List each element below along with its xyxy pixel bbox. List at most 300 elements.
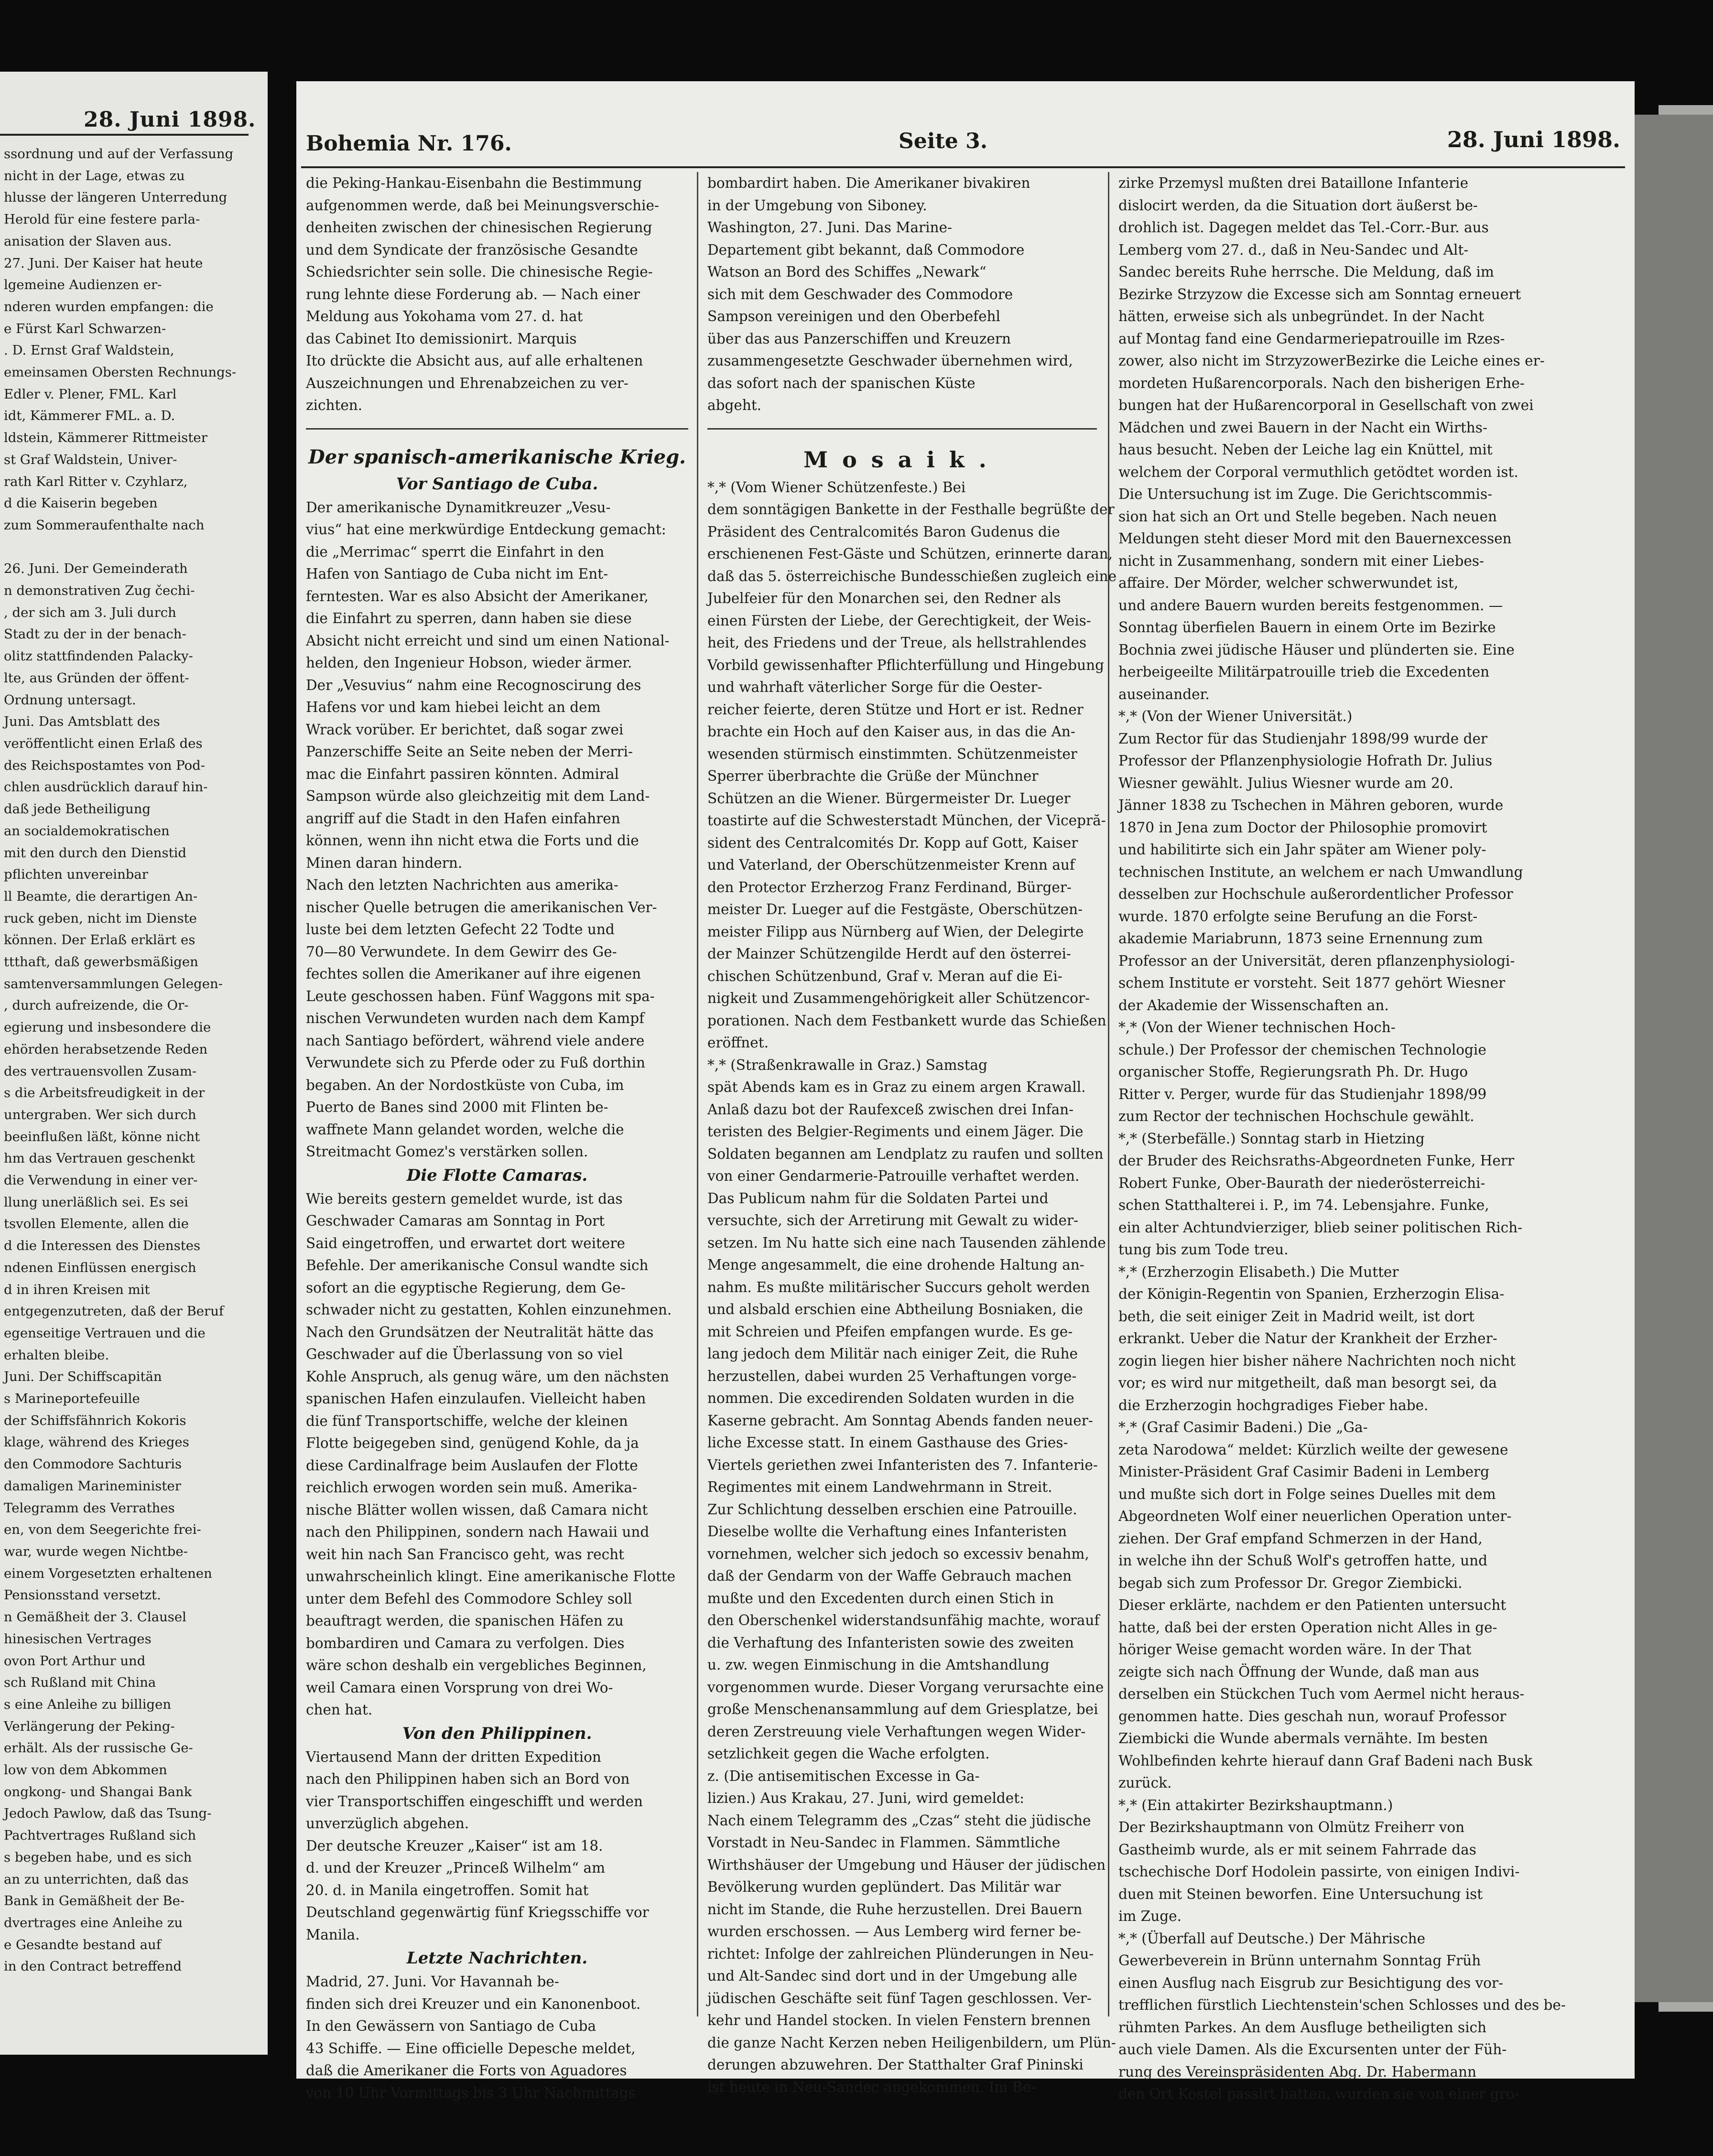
text-line: akademie Mariabrunn, 1873 seine Ernennung zum: [1118, 930, 1483, 947]
text-line: nommen. Die excedirenden Soldaten wurden in die: [707, 1390, 1074, 1406]
text-line: richtet: Infolge der zahlreichen Plünderungen in Neu-: [707, 1945, 1094, 1962]
text-line: Mädchen und zwei Bauern in der Nacht ein Wirths-: [1118, 419, 1487, 436]
text-line: toastirte auf die Schwesterstadt München, der Vicepră-: [707, 812, 1106, 829]
text-line: Robert Funke, Ober-Baurath der niederösterreichi-: [1118, 1175, 1485, 1191]
philippines-subhead: Von den Philippinen.: [402, 1724, 592, 1743]
text-line: olitz stattfindenden Palacky-: [4, 648, 193, 664]
text-line: die fünf Transportschiffe, welche der kleinen: [306, 1412, 628, 1429]
text-line: die Verhaftung des Infanteristen sowie des zweiten: [707, 1634, 1074, 1651]
text-line: der Königin-Regentin von Spanien, Erzherzogin Elisa-: [1118, 1286, 1505, 1302]
text-line: *,* (Überfall auf Deutsche.) Der Mährische: [1118, 1930, 1426, 1947]
text-line: egierung und insbesondere die: [4, 1020, 211, 1035]
text-line: hinesischen Vertrages: [4, 1631, 152, 1647]
text-line: schwader nicht zu gestatten, Kohlen einzunehmen.: [306, 1302, 672, 1318]
text-line: untergraben. Wer sich durch: [4, 1107, 196, 1122]
text-line: und mußte sich dort in Folge seines Duelles mit dem: [1118, 1486, 1496, 1502]
text-line: wäre schon deshalb ein vergebliches Beginnen,: [306, 1657, 647, 1673]
text-line: Pachtvertrages Rußland sich: [4, 1828, 196, 1843]
text-line: Präsident des Centralcomités Baron Gudenus die: [707, 523, 1060, 540]
text-line: beauftragt werden, die spanischen Häfen zu: [306, 1613, 624, 1629]
text-line: ttthaft, daß gewerbsmäßigen: [4, 954, 198, 970]
text-line: s eine Anleihe zu billigen: [4, 1696, 172, 1712]
text-line: Hafen von Santiago de Cuba nicht im Ent-: [306, 566, 608, 582]
text-line: hm das Vertrauen geschenkt: [4, 1151, 195, 1166]
war-headline: Der spanisch-amerikanische Krieg.: [308, 445, 686, 468]
text-line: brachte ein Hoch auf den Kaiser aus, in das die An-: [707, 723, 1075, 740]
text-line: zum Sommeraufenthalte nach: [4, 517, 205, 533]
text-line: en, von dem Seegerichte frei-: [4, 1522, 201, 1538]
page-stack-shadow: [1635, 115, 1713, 2002]
text-line: 70—80 Verwundete. In dem Gewirr des Ge-: [306, 943, 617, 960]
text-line: ovon Port Arthur und: [4, 1653, 146, 1669]
text-line: low von dem Abkommen: [4, 1762, 167, 1778]
text-line: e Fürst Karl Schwarzen-: [4, 321, 166, 336]
text-line: schem Institute er vorsteht. Seit 1877 gehört Wiesner: [1118, 975, 1506, 991]
text-line: mac die Einfahrt passiren könnten. Admiral: [306, 765, 619, 782]
text-line: den Ort Kostel passirt hatten, wurden sie von einer gro-: [1118, 2086, 1519, 2102]
text-line: aufgenommen werde, daß bei Meinungsverschie-: [306, 197, 659, 214]
text-line: Dieser erklärte, nachdem er den Patienten untersucht: [1118, 1597, 1507, 1613]
text-line: und alsbald erschien eine Abtheilung Bosniaken, die: [707, 1301, 1083, 1317]
text-line: auseinander.: [1118, 686, 1210, 702]
text-line: erschienenen Fest-Gäste und Schützen, erinnerte daran,: [707, 546, 1113, 562]
column-divider: [1108, 172, 1109, 2016]
text-line: daß die Amerikaner die Forts von Aguadores: [306, 2062, 627, 2079]
text-line: heit, des Friedens und der Treue, als hellstrahlendes: [707, 635, 1087, 651]
text-line: d die Interessen des Dienstes: [4, 1238, 201, 1254]
section-rule: [306, 428, 688, 430]
text-line: war, wurde wegen Nichtbe-: [4, 1544, 188, 1559]
text-line: hätten, erweise sich als unbegründet. In der Nacht: [1118, 308, 1485, 324]
text-line: 1870 in Jena zum Doctor der Philosophie promovirt: [1118, 819, 1487, 836]
text-line: in welche ihn der Schuß Wolf's getroffen hatte, und: [1118, 1552, 1488, 1569]
text-line: rung des Vereinspräsidenten Abg. Dr. Habermann: [1118, 2063, 1476, 2080]
text-line: meister Dr. Lueger auf die Festgäste, Oberschützen-: [707, 901, 1083, 917]
text-line: Viertels geriethen zwei Infanteristen des 7. Infanterie-: [707, 1456, 1098, 1473]
column-1: [306, 172, 688, 2104]
text-line: begab sich zum Professor Dr. Gregor Ziembicki.: [1118, 1574, 1463, 1591]
text-line: auf Montag fand eine Gendarmeriepatrouille im Rzes-: [1118, 330, 1505, 347]
text-line: *,* (Erzherzogin Elisabeth.) Die Mutter: [1118, 1263, 1399, 1280]
text-line: Anlaß dazu bot der Raufexceß zwischen drei Infan-: [707, 1101, 1074, 1118]
text-line: zurück.: [1118, 1775, 1172, 1791]
text-line: spanischen Hafen einzulaufen. Vielleicht haben: [306, 1391, 646, 1407]
text-line: Zur Schlichtung desselben erschien eine Patrouille.: [707, 1501, 1077, 1518]
text-line: emeinsamen Obersten Rechnungs-: [4, 365, 237, 380]
text-line: *,* (Sterbefälle.) Sonntag starb in Hietzing: [1118, 1130, 1425, 1147]
text-line: Menge angesammelt, die eine drohende Haltung an-: [707, 1257, 1084, 1273]
text-line: weit hin nach San Francisco geht, was recht: [306, 1546, 624, 1563]
text-line: Washington, 27. Juni. Das Marine-: [707, 219, 952, 236]
text-line: ein alter Achtundvierziger, blieb seiner politischen Rich-: [1118, 1219, 1523, 1236]
text-line: vorgenommen wurde. Dieser Vorgang verursachte eine: [707, 1679, 1104, 1695]
text-line: bombardirt haben. Die Amerikaner bivakiren: [707, 175, 1030, 191]
text-line: Lemberg vom 27. d., daß in Neu-Sandec und Alt-: [1118, 241, 1469, 258]
text-line: Verlängerung der Peking-: [4, 1718, 175, 1734]
text-line: die „Merrimac“ sperrt die Einfahrt in den: [306, 543, 605, 560]
text-line: ongkong- und Shangai Bank: [4, 1784, 192, 1800]
text-line: st Graf Waldstein, Univer-: [4, 452, 177, 467]
text-line: zogin liegen hier bisher nähere Nachrichten noch nicht: [1118, 1352, 1516, 1369]
text-line: Geschwader Camaras am Sonntag in Port: [306, 1213, 605, 1229]
text-line: Juni. Das Amtsblatt des: [4, 714, 160, 730]
column-2: [707, 172, 1117, 2098]
text-line: Der amerikanische Dynamitkreuzer „Vesu-: [306, 499, 611, 516]
text-line: Sampson würde also gleichzeitig mit dem Land-: [306, 788, 650, 804]
text-line: Nach einem Telegramm des „Czas“ steht die jüdische: [707, 1812, 1091, 1829]
text-line: jüdischen Geschäfte seit fünf Tagen geschlossen. Ver-: [707, 1990, 1092, 2006]
text-line: vier Transportschiffen eingeschifft und werden: [306, 1793, 643, 1810]
text-line: hlusse der längeren Unterredung: [4, 190, 228, 205]
text-line: an zu unterrichten, daß das: [4, 1871, 189, 1887]
text-line: Herold für eine festere parla-: [4, 212, 200, 227]
text-line: nischen Verwundeten wurden nach dem Kampf: [306, 1010, 645, 1026]
text-line: das Cabinet Ito demissionirt. Marquis: [306, 330, 577, 347]
text-line: ldstein, Kämmerer Rittmeister: [4, 430, 207, 446]
newspaper-issue: Bohemia Nr. 176.: [306, 131, 512, 156]
column-divider: [697, 172, 698, 2016]
text-line: zirke Przemysl mußten drei Bataillone Infanterie: [1118, 175, 1469, 191]
text-line: Wie bereits gestern gemeldet wurde, ist das: [306, 1190, 623, 1207]
text-line: veröffentlicht einen Erlaß des: [4, 735, 203, 751]
text-line: Kohle Anspruch, als genug wäre, um den nächsten: [306, 1368, 669, 1385]
text-line: zichten.: [306, 397, 363, 413]
text-line: Meldung aus Yokohama vom 27. d. hat: [306, 308, 583, 324]
text-line: an socialdemokratischen: [4, 823, 170, 839]
text-line: die Verwendung in einer ver-: [4, 1173, 198, 1188]
text-line: Sperrer überbrachte die Grüße der Münchner: [707, 768, 1039, 784]
text-line: zower, also nicht im StrzyzowerBezirke die Leiche eines er-: [1118, 353, 1545, 369]
text-line: und andere Bauern wurden bereits festgenommen. —: [1118, 597, 1503, 614]
text-line: vius“ hat eine merkwürdige Entdeckung gemacht:: [306, 521, 666, 538]
text-line: herbeigeeilte Militärpatrouille trieb die Excedenten: [1118, 664, 1490, 680]
text-line: damaligen Marineminister: [4, 1478, 181, 1494]
text-line: vornehmen, welcher sich jedoch so excessiv benahm,: [707, 1545, 1089, 1562]
text-line: über das aus Panzerschiffen und Kreuzern: [707, 330, 1011, 347]
text-line: Minen daran hindern.: [306, 854, 463, 871]
text-line: welchem der Corporal vermuthlich getödtet worden ist.: [1118, 464, 1518, 480]
text-line: wesenden stürmisch einstimmten. Schützenmeister: [707, 745, 1077, 762]
text-line: setzen. Im Nu hatte sich eine nach Tausenden zählende: [707, 1234, 1106, 1251]
text-line: Der Bezirkshauptmann von Olmütz Freiherr von: [1118, 1819, 1465, 1835]
text-line: einen Ausflug nach Eisgrub zur Besichtigung des vor-: [1118, 1974, 1503, 1991]
text-line: Geschwader auf die Überlassung von so viel: [306, 1346, 623, 1362]
mosaik-continued-text: [1118, 172, 1566, 2105]
text-line: Dieselbe wollte die Verhaftung eines Infanteristen: [707, 1523, 1067, 1540]
text-line: bombardiren und Camara zu verfolgen. Dies: [306, 1635, 625, 1651]
text-line: Panzerschiffe Seite an Seite neben der Merri-: [306, 744, 633, 760]
text-line: samtenversammlungen Gelegen-: [4, 976, 223, 992]
text-line: und habilitirte sich ein Jahr später am Wiener poly-: [1118, 841, 1486, 858]
text-line: lgemeine Audienzen er-: [4, 277, 162, 293]
text-line: unwahrscheinlich klingt. Eine amerikanische Flotte: [306, 1568, 676, 1585]
text-line: in den Contract betreffend: [4, 1959, 182, 1974]
column-3: [1118, 172, 1566, 2105]
text-line: *,* (Straßenkrawalle in Graz.) Samstag: [707, 1056, 987, 1073]
text-line: Viertausend Mann der dritten Expedition: [306, 1748, 601, 1765]
text-line: lang jedoch dem Militär nach einiger Zeit, die Ruhe: [707, 1346, 1078, 1362]
text-line: Juni. Der Schiffscapitän: [4, 1369, 162, 1385]
text-line: den Oberschenkel widerstandsunfähig machte, worauf: [707, 1612, 1100, 1628]
text-line: Stadt zu der in der benach-: [4, 626, 186, 642]
text-line: Leute geschossen haben. Fünf Waggons mit spa-: [306, 988, 655, 1004]
text-line: Madrid, 27. Juni. Vor Havannah be-: [306, 1973, 559, 1990]
text-line: Edler v. Plener, FML. Karl: [4, 386, 177, 402]
previous-page-text-column: [4, 143, 243, 1978]
latest-news-subhead: Letzte Nachrichten.: [406, 1949, 588, 1968]
text-line: d. und der Kreuzer „Princeß Wilhelm“ am: [306, 1860, 606, 1876]
text-line: tschechische Dorf Hodolein passirte, von einigen Indivi-: [1118, 1864, 1520, 1880]
text-line: rühmten Parkes. An dem Ausfluge betheiligten sich: [1118, 2019, 1487, 2036]
text-line: den Protector Erzherzog Franz Ferdinand, Bürger-: [707, 879, 1072, 895]
page-number: Seite 3.: [899, 129, 988, 153]
text-line: derselben ein Stückchen Tuch vom Aermel nicht heraus-: [1118, 1686, 1525, 1702]
text-line: dvertrages eine Anleihe zu: [4, 1915, 183, 1930]
text-line: anisation der Slaven aus.: [4, 233, 172, 249]
text-line: Jänner 1838 zu Tschechen in Mähren geboren, wurde: [1118, 797, 1504, 813]
text-line: 20. d. in Manila eingetroffen. Somit hat: [306, 1882, 589, 1898]
text-line: die Peking-Hankau-Eisenbahn die Bestimmung: [306, 175, 642, 191]
text-line: der Schiffsfähnrich Kokoris: [4, 1412, 186, 1428]
text-line: nach Santiago befördert, während viele andere: [306, 1032, 645, 1049]
text-line: den Commodore Sachturis: [4, 1456, 182, 1472]
text-line: Verwundete sich zu Pferde oder zu Fuß dorthin: [306, 1055, 645, 1071]
text-line: hatte, daß bei der ersten Operation nicht Alles in ge-: [1118, 1619, 1497, 1636]
text-line: bungen hat der Hußarencorporal in Gesellschaft von zwei: [1118, 397, 1534, 413]
text-line: die ganze Nacht Kerzen neben Heiligenbildern, um Plün-: [707, 2034, 1116, 2051]
santiago-article: [306, 496, 688, 1163]
text-line: von 10 Uhr Vormittags bis 3 Uhr Nachmittags: [306, 2084, 636, 2101]
text-line: s die Arbeitsfreudigkeit in der: [4, 1085, 205, 1101]
text-line: Manila.: [306, 1926, 360, 1943]
text-line: nicht in der Lage, etwas zu: [4, 168, 185, 183]
text-line: s Marineportefeuille: [4, 1391, 140, 1407]
text-line: beeinflußen läßt, könne nicht: [4, 1129, 200, 1144]
text-line: Der deutsche Kreuzer „Kaiser“ ist am 18.: [306, 1837, 603, 1854]
text-line: nderen wurden empfangen: die: [4, 299, 214, 314]
text-line: nach den Philippinen haben sich an Bord von: [306, 1771, 630, 1787]
text-line: Hafens vor und kam hiebei leicht an dem: [306, 699, 601, 715]
text-line: höriger Weise gemacht worden wäre. In der That: [1118, 1641, 1472, 1658]
text-line: chischen Schützenbund, Graf v. Meran auf die Ei-: [707, 968, 1062, 984]
text-line: ll Beamte, die derartigen An-: [4, 888, 198, 904]
text-line: Das Publicum nahm für die Soldaten Partei und: [707, 1190, 1049, 1207]
text-line: eröffnet.: [707, 1035, 769, 1051]
text-line: n Gemäßheit der 3. Clausel: [4, 1609, 186, 1625]
text-line: porationen. Nach dem Festbankett wurde das Schießen: [707, 1012, 1106, 1029]
text-line: rath Karl Ritter v. Czyhlarz,: [4, 474, 188, 489]
text-line: finden sich drei Kreuzer und ein Kanonenboot.: [306, 1995, 641, 2012]
newspaper-page: [296, 81, 1635, 2102]
header-rule: [301, 166, 1625, 168]
text-line: können, wenn ihn nicht etwa die Forts und die: [306, 832, 639, 849]
text-line: Bevölkerung wurden geplündert. Das Militär war: [707, 1879, 1061, 1895]
text-line: tsvollen Elemente, allen die: [4, 1216, 189, 1232]
text-line: Regimentes mit einem Landwehrmann in Streit.: [707, 1479, 1052, 1495]
text-line: nische Blätter wollen wissen, daß Camara nicht: [306, 1501, 648, 1518]
text-line: ziehen. Der Graf empfand Schmerzen in der Hand,: [1118, 1530, 1483, 1547]
text-line: ferntesten. War es also Absicht der Amerikaner,: [306, 588, 649, 604]
text-line: nischer Quelle betrugen die amerikanischen Ver-: [306, 899, 657, 916]
previous-page-date: 28. Juni 1898.: [84, 108, 256, 132]
text-line: deren Zerstreuung viele Verhaftungen wegen Wider-: [707, 1723, 1086, 1740]
text-line: können. Der Erlaß erklärt es: [4, 932, 195, 948]
text-line: zeta Narodowa“ meldet: Kürzlich weilte der gewesene: [1118, 1441, 1508, 1458]
text-line: des vertrauensvollen Zusam-: [4, 1063, 197, 1079]
previous-page-sliver: [0, 72, 268, 2055]
text-line: Nach den Grundsätzen der Neutralität hätte das: [306, 1324, 654, 1340]
text-line: Schützen an die Wiener. Bürgermeister Dr. Lueger: [707, 790, 1071, 807]
text-line: idt, Kämmerer FML. a. D.: [4, 408, 175, 424]
text-line: , der sich am 3. Juli durch: [4, 604, 176, 620]
text-line: drohlich ist. Dagegen meldet das Tel.-Corr.-Bur. aus: [1118, 219, 1489, 236]
text-line: Bochnia zwei jüdische Häuser und plünderten sie. Eine: [1118, 641, 1515, 658]
text-line: das sofort nach der spanischen Küste: [707, 375, 976, 391]
text-line: , durch aufreizende, die Or-: [4, 998, 189, 1013]
issue-date: 28. Juni 1898.: [1447, 127, 1620, 152]
text-line: e Gesandte bestand auf: [4, 1937, 161, 1952]
text-line: wurden erschossen. — Aus Lemberg wird ferner be-: [707, 1923, 1081, 1940]
text-line: *,* (Von der Wiener technischen Hoch-: [1118, 1019, 1396, 1035]
text-line: Flotte beigegeben sind, genügend Kohle, da ja: [306, 1435, 639, 1451]
text-line: organischer Stoffe, Regierungsrath Ph. Dr. Hugo: [1118, 1064, 1468, 1080]
text-line: ssordnung und auf der Verfassung: [4, 146, 234, 162]
text-line: Professor an der Universität, deren pflanzenphysiologi-: [1118, 952, 1515, 969]
text-line: tung bis zum Tode treu.: [1118, 1241, 1289, 1258]
text-line: Jedoch Pawlow, daß das Tsung-: [4, 1806, 212, 1822]
text-line: Soldaten begannen am Lendplatz zu raufen und sollten: [707, 1145, 1104, 1162]
text-line: waffnete Mann gelandet worden, welche die: [306, 1121, 624, 1138]
text-line: affaire. Der Mörder, welcher schwerwundet ist,: [1118, 575, 1459, 591]
text-line: n demonstrativen Zug čechi-: [4, 583, 195, 599]
text-line: zum Rector der technischen Hochschule gewählt.: [1118, 1108, 1474, 1124]
text-line: lizien.) Aus Krakau, 27. Juni, wird gemeldet:: [707, 1790, 1025, 1806]
text-line: pflichten unvereinbar: [4, 867, 148, 883]
text-line: vor; es wird nur mitgetheilt, daß man besorgt sei, da: [1118, 1375, 1497, 1391]
text-line: *,* (Ein attakirter Bezirkshauptmann.): [1118, 1797, 1393, 1813]
text-line: Sonntag überfielen Bauern in einem Orte im Bezirke: [1118, 619, 1496, 636]
text-line: Vorbild gewissenhafter Pflichterfüllung und Hingebung: [707, 657, 1105, 673]
text-line: beth, die seit einiger Zeit in Madrid weilt, ist dort: [1118, 1308, 1475, 1325]
text-line: [4, 537, 243, 559]
text-line: von einer Gendarmerie-Patrouille verhaftet werden.: [707, 1168, 1080, 1184]
text-line: einem Vorgesetzten erhaltenen: [4, 1565, 212, 1581]
mosaik-column-text: [707, 476, 1117, 2099]
text-line: begaben. An der Nordostküste von Cuba, im: [306, 1077, 624, 1093]
text-line: daß der Gendarm von der Waffe Gebrauch machen: [707, 1568, 1072, 1584]
text-line: Ordnung untersagt.: [4, 692, 136, 708]
text-line: Auszeichnungen und Ehrenabzeichen zu ver-: [306, 375, 629, 391]
text-line: desselben zur Hochschule außerordentlicher Professor: [1118, 886, 1513, 902]
text-line: chen hat.: [306, 1702, 373, 1718]
text-line: der Mainzer Schützengilde Herdt auf den österrei-: [707, 946, 1071, 962]
text-line: denheiten zwischen der chinesischen Regierung: [306, 219, 652, 236]
text-line: und dem Syndicate der französische Gesandte: [306, 241, 638, 258]
text-line: teristen des Belgier-Regiments und einem Jäger. Die: [707, 1123, 1084, 1140]
text-line: Wiesner gewählt. Julius Wiesner wurde am 20.: [1118, 775, 1453, 791]
text-line: llung unerläßlich sei. Es sei: [4, 1194, 188, 1210]
text-line: *,* (Graf Casimir Badeni.) Die „Ga-: [1118, 1419, 1368, 1435]
text-line: Said eingetroffen, und erwartet dort weitere: [306, 1235, 625, 1251]
text-line: der Akademie der Wissenschaften an.: [1118, 997, 1389, 1013]
text-line: *,* (Vom Wiener Schützenfeste.) Bei: [707, 479, 966, 496]
text-line: weil Camara einen Vorsprung von drei Wo-: [306, 1679, 613, 1696]
text-line: Wrack vorüber. Er berichtet, daß sogar zwei: [306, 721, 624, 738]
text-line: nigkeit und Zusammengehörigkeit aller Schützencor-: [707, 990, 1090, 1006]
text-line: rung lehnte diese Forderung ab. — Nach einer: [306, 286, 640, 302]
text-line: technischen Institute, an welchem er nach Umwandlung: [1118, 863, 1523, 880]
text-line: mordeten Hußarencorporals. Nach den bisherigen Erhe-: [1118, 375, 1525, 391]
text-line: einen Fürsten der Liebe, der Gerechtigkeit, der Weis-: [707, 612, 1091, 629]
camara-fleet-subhead: Die Flotte Camaras.: [406, 1165, 588, 1185]
previous-page-header-rule: [0, 134, 249, 136]
text-line: Schiedsrichter sein solle. Die chinesische Regie-: [306, 264, 653, 280]
text-line: unter dem Befehl des Commodore Schley soll: [306, 1590, 632, 1607]
text-line: klage, während des Krieges: [4, 1434, 189, 1450]
text-line: dem sonntägigen Bankette in der Festhalle begrüßte der: [707, 501, 1115, 517]
text-line: Minister-Präsident Graf Casimir Badeni in Lemberg: [1118, 1464, 1490, 1480]
text-line: erhalten bleibe.: [4, 1347, 109, 1363]
text-line: daß das 5. österreichische Bundesschießen zugleich eine: [707, 568, 1117, 584]
text-line: spät Abends kam es in Graz zu einem argen Krawall.: [707, 1079, 1086, 1095]
text-line: und wahrhaft väterlicher Sorge für die Oester-: [707, 679, 1042, 695]
text-line: erkrankt. Ueber die Natur der Krankheit der Erzher-: [1118, 1330, 1497, 1347]
text-line: nach den Philippinen, sondern nach Hawaii und: [306, 1524, 650, 1540]
text-line: Nach den letzten Nachrichten aus amerika-: [306, 877, 618, 893]
text-line: lte, aus Gründen der öffent-: [4, 670, 189, 686]
text-line: Ziembicki die Wunde abermals vernähte. Im besten: [1118, 1730, 1488, 1746]
text-line: meister Filipp aus Nürnberg auf Wien, der Delegirte: [707, 923, 1084, 940]
text-line: auch viele Damen. Als die Excursenten unter der Füh-: [1118, 2041, 1507, 2058]
text-line: schule.) Der Professor der chemischen Technologie: [1118, 1041, 1486, 1058]
text-line: Jubelfeier für den Monarchen sei, den Redner als: [707, 590, 1061, 606]
santiago-subhead: Vor Santiago de Cuba.: [396, 474, 598, 494]
text-line: liche Excesse statt. In einem Gasthause des Gries-: [707, 1434, 1068, 1451]
text-line: Wohlbefinden kehrte hierauf dann Graf Badeni nach Busk: [1118, 1752, 1533, 1769]
text-line: helden, den Ingenieur Hobson, wieder ärmer.: [306, 655, 632, 671]
philippines-article: [306, 1746, 688, 1946]
text-line: Ritter v. Perger, wurde für das Studienjahr 1898/99: [1118, 1086, 1487, 1102]
text-line: diese Cardinalfrage beim Auslaufen der Flotte: [306, 1457, 638, 1474]
text-line: mit den durch den Dienstid: [4, 845, 187, 861]
text-line: herzustellen, dabei wurden 25 Verhaftungen vorge-: [707, 1368, 1077, 1384]
text-line: dislocirt werden, da die Situation dort äußerst be-: [1118, 197, 1478, 214]
text-line: nicht in Zusammenhang, sondern mit einer Liebes-: [1118, 552, 1484, 569]
text-line: nicht im Stande, die Ruhe herzustellen. Drei Bauern: [707, 1901, 1083, 1918]
text-line: des Reichspostamtes von Pod-: [4, 757, 206, 773]
text-line: ist heute in Neu-Sandec angekommen. Im Be-: [707, 2079, 1036, 2095]
text-line: Pensionsstand versetzt.: [4, 1587, 161, 1603]
text-line: zeigte sich nach Öffnung der Wunde, daß man aus: [1118, 1663, 1479, 1680]
text-line: der Bruder des Reichsraths-Abgeordneten Funke, Herr: [1118, 1153, 1515, 1169]
text-line: fechtes sollen die Amerikaner auf ihre eigenen: [306, 966, 641, 982]
text-line: genommen hatte. Dies geschah nun, worauf Professor: [1118, 1708, 1507, 1725]
text-line: Abgeordneten Wolf einer neuerlichen Operation unter-: [1118, 1508, 1512, 1524]
text-line: In den Gewässern von Santiago de Cuba: [306, 2018, 596, 2034]
text-line: d die Kaiserin begeben: [4, 496, 158, 511]
text-line: chlen ausdrücklich darauf hin-: [4, 779, 208, 795]
text-line: wurde. 1870 erfolgte seine Berufung an die Forst-: [1118, 908, 1478, 925]
text-line: Puerto de Banes sind 2000 mit Flinten be-: [306, 1099, 608, 1115]
text-line: Gastheimb wurde, als er mit seinem Fahrrade das: [1118, 1841, 1476, 1858]
text-line: Wirthshäuser der Umgebung und Häuser der jüdischen: [707, 1856, 1106, 1873]
text-line: sident des Centralcomités Dr. Kopp auf Gott, Kaiser: [707, 834, 1078, 851]
text-line: und Vaterland, der Oberschützenmeister Krenn auf: [707, 857, 1075, 873]
text-line: große Menschenansammlung auf dem Griesplatze, bei: [707, 1701, 1098, 1717]
text-line: Telegramm des Verrathes: [4, 1500, 175, 1516]
text-line: sion hat sich an Ort und Stelle begeben. Nach neuen: [1118, 508, 1497, 525]
camara-fleet-article: [306, 1188, 688, 1721]
